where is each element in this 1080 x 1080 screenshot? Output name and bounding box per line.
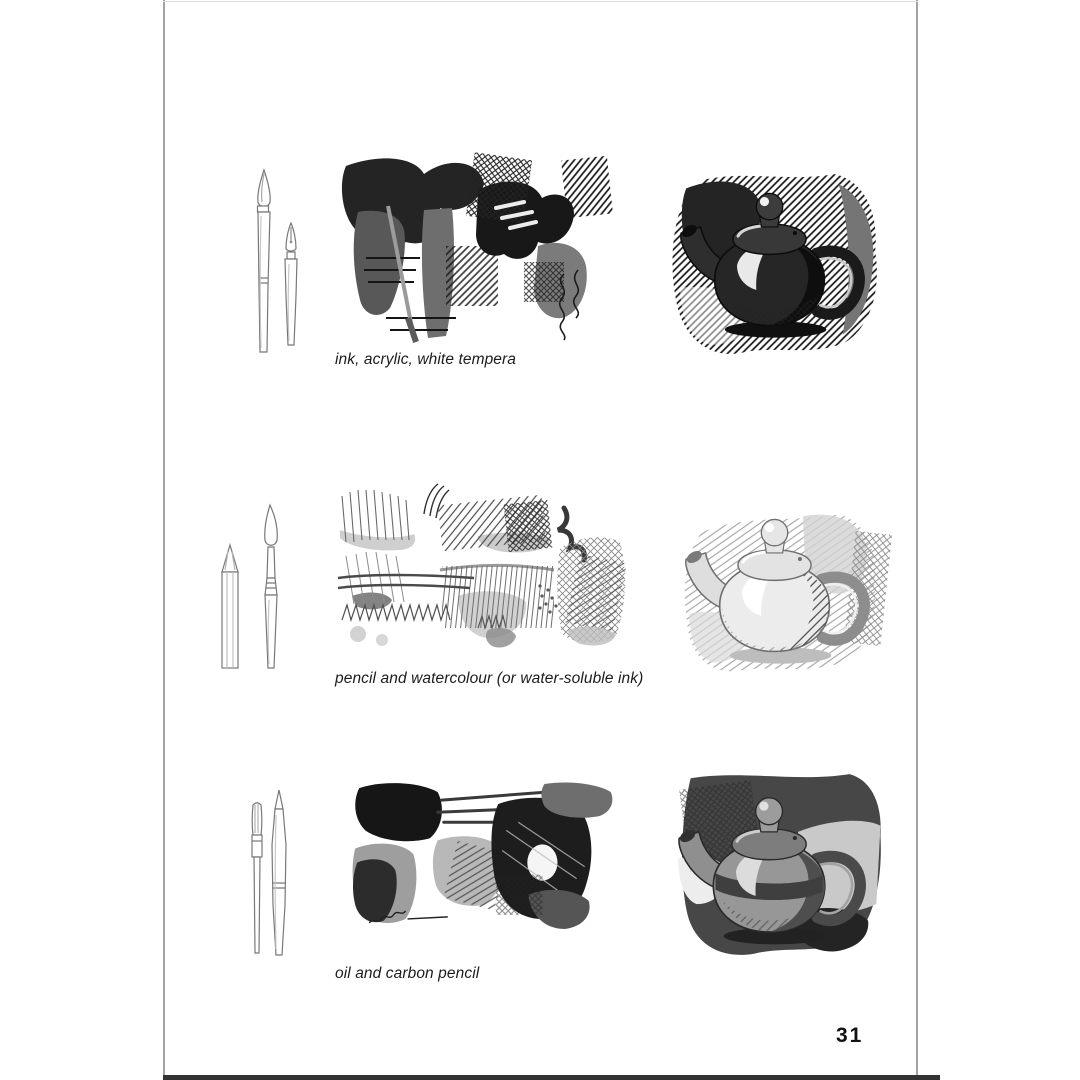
pencil bbox=[222, 545, 238, 668]
ink-acrylic-marks bbox=[328, 150, 618, 350]
pencil-and-brush-drawing bbox=[215, 500, 310, 675]
media-swatch-ink-acrylic bbox=[328, 150, 618, 350]
pointed-brush bbox=[265, 505, 278, 668]
tool-sketch-brush-and-pen bbox=[210, 166, 315, 361]
page-edge-left bbox=[163, 0, 165, 1075]
media-swatch-oil-carbon bbox=[345, 778, 617, 934]
teapot-ink-drawing bbox=[645, 166, 890, 359]
pointed-brush bbox=[258, 170, 271, 352]
page-edge-top bbox=[163, 1, 918, 2]
technique-caption: pencil and watercolour (or water-soluble ink) bbox=[335, 670, 644, 687]
technique-caption: oil and carbon pencil bbox=[335, 965, 480, 982]
dip-pen bbox=[285, 223, 297, 345]
brush-and-dip-pen-drawing bbox=[210, 166, 315, 361]
media-swatch-pencil-watercolour bbox=[328, 478, 633, 656]
teapot-oil-drawing bbox=[642, 770, 892, 966]
flat-brush bbox=[252, 803, 262, 953]
oil-carbon-marks bbox=[345, 778, 617, 934]
teapot-pencil-drawing bbox=[650, 492, 895, 685]
tool-sketch-two-brushes bbox=[243, 785, 313, 960]
teapot-study-pencil-watercolour bbox=[650, 492, 895, 685]
round-brush bbox=[272, 790, 286, 955]
pencil-watercolour-marks bbox=[328, 478, 633, 656]
tool-sketch-pencil-and-brush bbox=[215, 500, 310, 675]
two-brushes-drawing bbox=[243, 785, 313, 960]
page-bottom-strip bbox=[163, 1075, 940, 1080]
page-number: 31 bbox=[836, 1024, 864, 1047]
technique-caption: ink, acrylic, white tempera bbox=[335, 351, 517, 368]
teapot-study-ink bbox=[645, 166, 890, 359]
page-edge-right bbox=[916, 0, 918, 1075]
teapot-study-oil-carbon bbox=[642, 770, 892, 966]
